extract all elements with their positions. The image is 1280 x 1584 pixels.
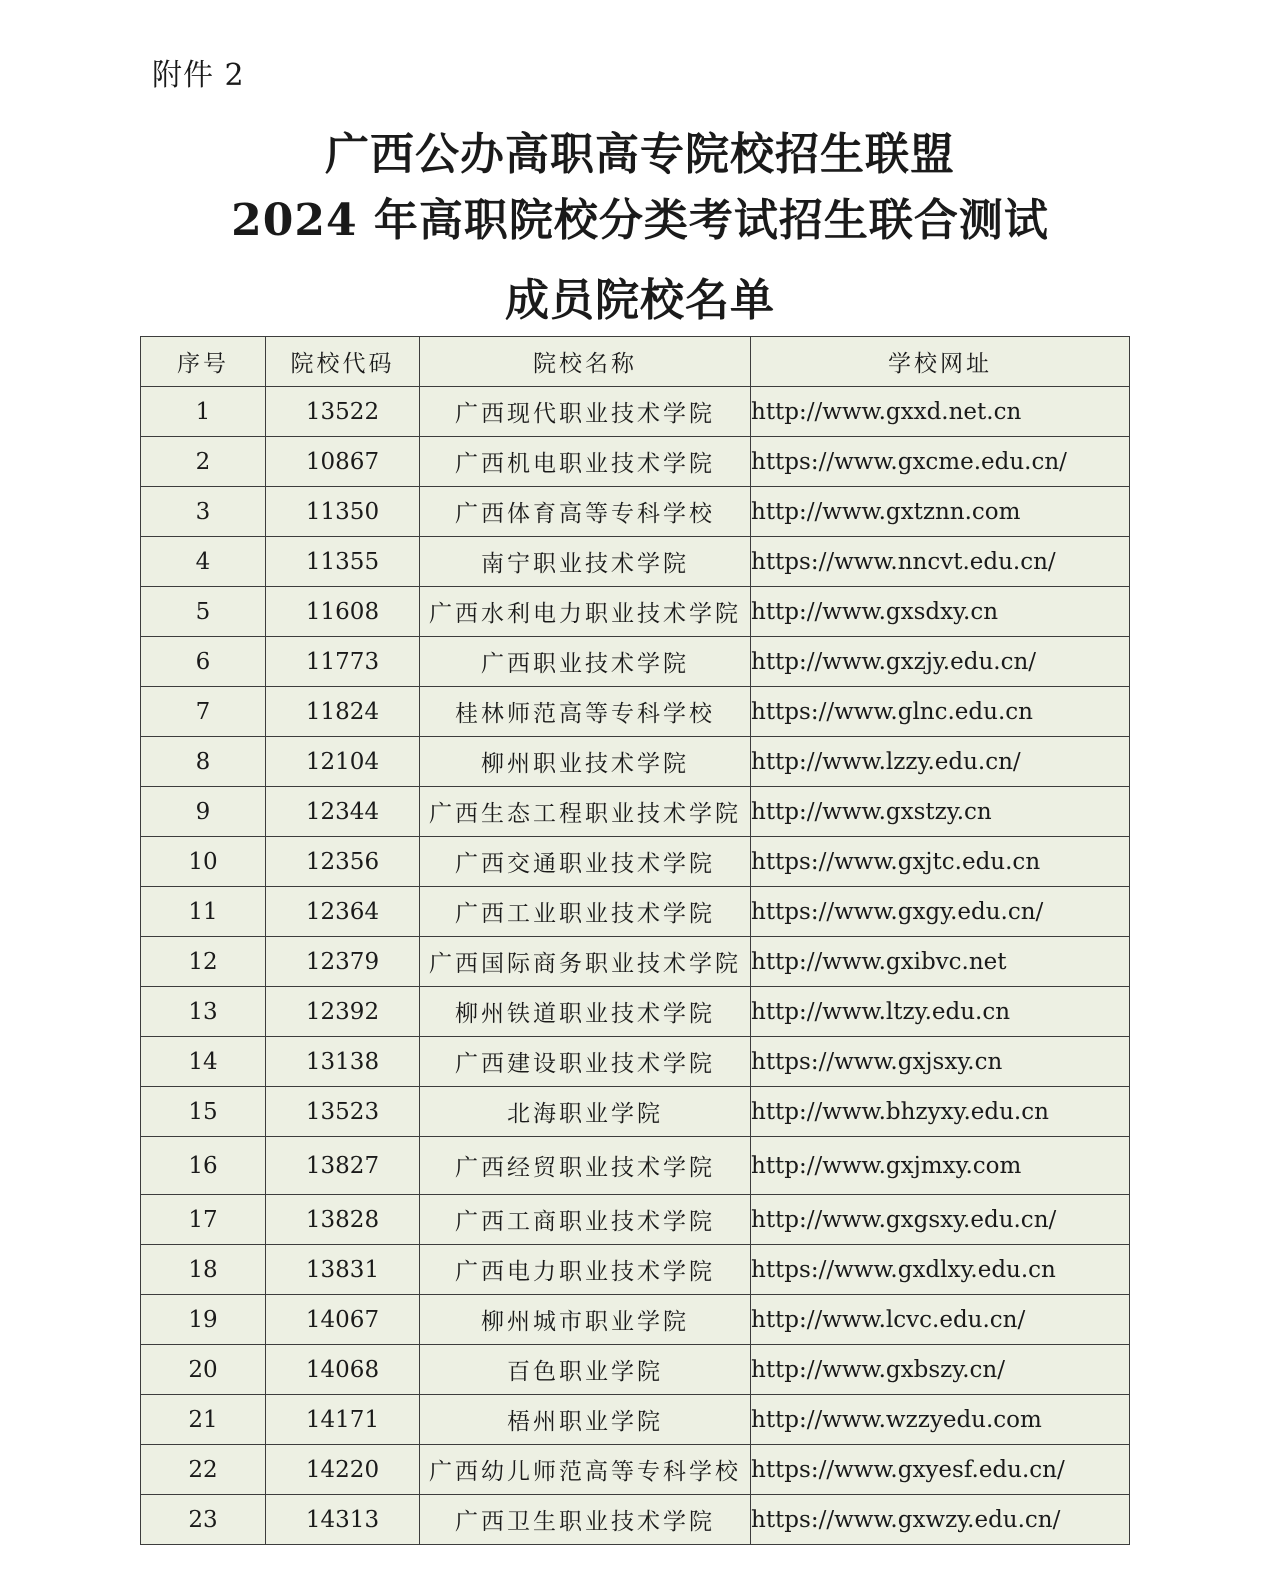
school-code: 11773 [266, 637, 420, 687]
row-index: 11 [141, 887, 266, 937]
school-name: 广西生态工程职业技术学院 [420, 787, 751, 837]
school-code: 12356 [266, 837, 420, 887]
school-url-link[interactable]: http://www.gxstzy.cn [751, 787, 1130, 837]
table-row [141, 837, 1130, 887]
school-code: 14068 [266, 1345, 420, 1395]
table-row [141, 1087, 1130, 1137]
school-name: 广西经贸职业技术学院 [420, 1137, 751, 1195]
school-code: 12392 [266, 987, 420, 1037]
row-index: 21 [141, 1395, 266, 1445]
title-line-1: 广西公办高职高专院校招生联盟 [325, 129, 955, 180]
school-name: 广西水利电力职业技术学院 [420, 587, 751, 637]
school-code: 14171 [266, 1395, 420, 1445]
school-code: 11608 [266, 587, 420, 637]
school-url-link[interactable]: https://www.gxcme.edu.cn/ [751, 437, 1130, 487]
school-url-link[interactable]: https://www.gxgy.edu.cn/ [751, 887, 1130, 937]
table-header-row [141, 337, 1130, 387]
school-name: 梧州职业学院 [420, 1395, 751, 1445]
header-index: 序号 [141, 337, 266, 387]
school-url-link[interactable]: http://www.gxgsxy.edu.cn/ [751, 1195, 1130, 1245]
school-name: 桂林师范高等专科学校 [420, 687, 751, 737]
school-url-link[interactable]: http://www.gxjmxy.com [751, 1137, 1130, 1195]
row-index: 4 [141, 537, 266, 587]
row-index: 17 [141, 1195, 266, 1245]
school-name: 广西现代职业技术学院 [420, 387, 751, 437]
row-index: 7 [141, 687, 266, 737]
school-name: 广西国际商务职业技术学院 [420, 937, 751, 987]
table-row [141, 487, 1130, 537]
school-name: 广西工商职业技术学院 [420, 1195, 751, 1245]
school-url-link[interactable]: https://www.glnc.edu.cn [751, 687, 1130, 737]
row-index: 23 [141, 1495, 266, 1545]
school-name: 广西交通职业技术学院 [420, 837, 751, 887]
member-schools-table [140, 336, 1130, 1545]
school-url-link[interactable]: http://www.bhzyxy.edu.cn [751, 1087, 1130, 1137]
row-index: 1 [141, 387, 266, 437]
school-code: 14220 [266, 1445, 420, 1495]
school-url-link[interactable]: https://www.gxjtc.edu.cn [751, 837, 1130, 887]
school-name: 北海职业学院 [420, 1087, 751, 1137]
row-index: 15 [141, 1087, 266, 1137]
row-index: 2 [141, 437, 266, 487]
school-name: 广西幼儿师范高等专科学校 [420, 1445, 751, 1495]
table-row [141, 887, 1130, 937]
table-row [141, 787, 1130, 837]
school-name: 广西职业技术学院 [420, 637, 751, 687]
school-code: 13138 [266, 1037, 420, 1087]
title-line-3: 成员院校名单 [505, 275, 775, 326]
school-name: 广西卫生职业技术学院 [420, 1495, 751, 1545]
school-name: 柳州职业技术学院 [420, 737, 751, 787]
school-url-link[interactable]: https://www.gxdlxy.edu.cn [751, 1245, 1130, 1295]
table-row [141, 1037, 1130, 1087]
school-code: 10867 [266, 437, 420, 487]
table-row [141, 537, 1130, 587]
table-row [141, 587, 1130, 637]
table-row [141, 1295, 1130, 1345]
school-url-link[interactable]: http://www.gxxd.net.cn [751, 387, 1130, 437]
row-index: 18 [141, 1245, 266, 1295]
school-url-link[interactable]: http://www.lzzy.edu.cn/ [751, 737, 1130, 787]
row-index: 10 [141, 837, 266, 887]
table-row [141, 1195, 1130, 1245]
row-index: 14 [141, 1037, 266, 1087]
title-line-2: 2024 年高职院校分类考试招生联合测试 [231, 195, 1049, 246]
table-row [141, 637, 1130, 687]
school-code: 13522 [266, 387, 420, 437]
school-name: 柳州城市职业学院 [420, 1295, 751, 1345]
row-index: 22 [141, 1445, 266, 1495]
table-row [141, 437, 1130, 487]
table-row [141, 687, 1130, 737]
table-row [141, 1345, 1130, 1395]
table-row [141, 1395, 1130, 1445]
school-name: 广西机电职业技术学院 [420, 437, 751, 487]
table-row [141, 1495, 1130, 1545]
school-code: 12379 [266, 937, 420, 987]
school-code: 14313 [266, 1495, 420, 1545]
row-index: 6 [141, 637, 266, 687]
row-index: 19 [141, 1295, 266, 1345]
table-row [141, 937, 1130, 987]
row-index: 13 [141, 987, 266, 1037]
table-row [141, 737, 1130, 787]
school-code: 12104 [266, 737, 420, 787]
school-url-link[interactable]: http://www.gxzjy.edu.cn/ [751, 637, 1130, 687]
school-url-link[interactable]: http://www.gxsdxy.cn [751, 587, 1130, 637]
header-code: 院校代码 [266, 337, 420, 387]
school-name: 广西建设职业技术学院 [420, 1037, 751, 1087]
row-index: 12 [141, 937, 266, 987]
row-index: 5 [141, 587, 266, 637]
school-name: 广西体育高等专科学校 [420, 487, 751, 537]
school-code: 13831 [266, 1245, 420, 1295]
school-name: 百色职业学院 [420, 1345, 751, 1395]
row-index: 9 [141, 787, 266, 837]
attachment-label: 附件 2 [152, 58, 245, 93]
header-name: 院校名称 [420, 337, 751, 387]
school-name: 广西电力职业技术学院 [420, 1245, 751, 1295]
school-code: 11355 [266, 537, 420, 587]
school-code: 13523 [266, 1087, 420, 1137]
school-url-link[interactable]: http://www.wzzyedu.com [751, 1395, 1130, 1445]
school-name: 广西工业职业技术学院 [420, 887, 751, 937]
school-code: 13828 [266, 1195, 420, 1245]
school-code: 12364 [266, 887, 420, 937]
school-url-link[interactable]: https://www.gxwzy.edu.cn/ [751, 1495, 1130, 1545]
school-url-link[interactable]: http://www.lcvc.edu.cn/ [751, 1295, 1130, 1345]
school-url-link[interactable]: https://www.nncvt.edu.cn/ [751, 537, 1130, 587]
school-url-link[interactable]: http://www.ltzy.edu.cn [751, 987, 1130, 1037]
table-row [141, 987, 1130, 1037]
row-index: 20 [141, 1345, 266, 1395]
school-code: 13827 [266, 1137, 420, 1195]
school-name: 柳州铁道职业技术学院 [420, 987, 751, 1037]
table-body [141, 387, 1130, 1545]
school-name: 南宁职业技术学院 [420, 537, 751, 587]
row-index: 16 [141, 1137, 266, 1195]
table-row [141, 387, 1130, 437]
school-code: 14067 [266, 1295, 420, 1345]
school-code: 11824 [266, 687, 420, 737]
row-index: 8 [141, 737, 266, 787]
school-code: 11350 [266, 487, 420, 537]
school-url-link[interactable]: http://www.gxbszy.cn/ [751, 1345, 1130, 1395]
table-row [141, 1245, 1130, 1295]
table-row [141, 1445, 1130, 1495]
header-url: 学校网址 [751, 337, 1130, 387]
school-url-link[interactable]: http://www.gxibvc.net [751, 937, 1130, 987]
school-url-link[interactable]: http://www.gxtznn.com [751, 487, 1130, 537]
school-url-link[interactable]: https://www.gxjsxy.cn [751, 1037, 1130, 1087]
row-index: 3 [141, 487, 266, 537]
school-url-link[interactable]: https://www.gxyesf.edu.cn/ [751, 1445, 1130, 1495]
school-code: 12344 [266, 787, 420, 837]
table-row [141, 1137, 1130, 1195]
